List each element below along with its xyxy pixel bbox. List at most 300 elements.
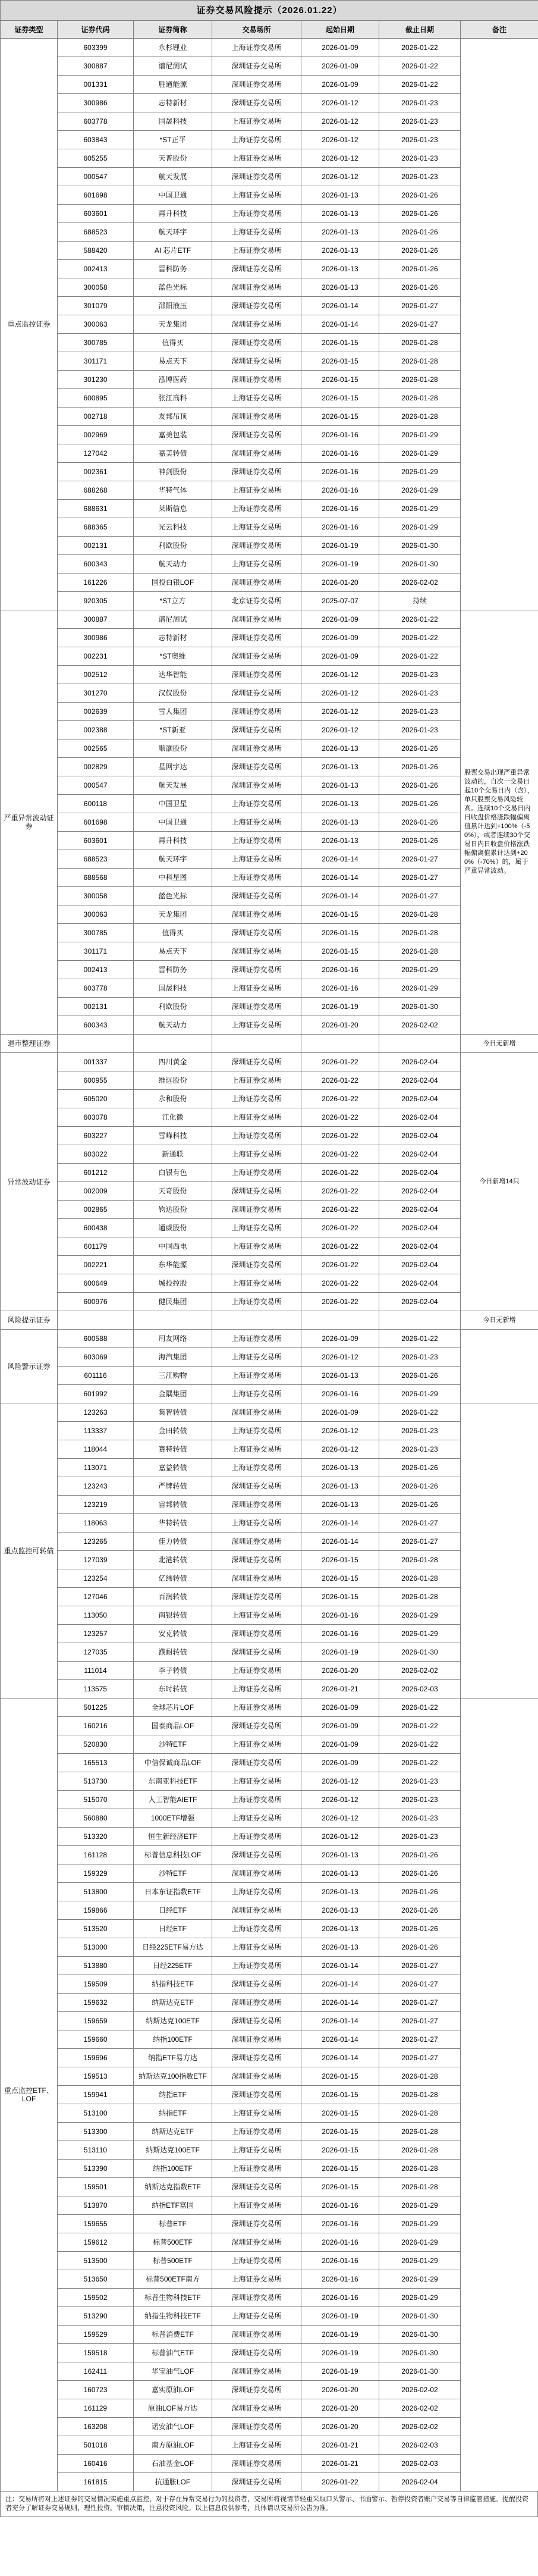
exchange-name: 深圳证券交易所 (212, 887, 301, 905)
exchange-name: 深圳证券交易所 (212, 2455, 301, 2473)
exchange-name: 上海证券交易所 (212, 869, 301, 887)
security-code: 520830 (58, 1735, 134, 1754)
start-date: 2026-01-15 (301, 1569, 379, 1588)
security-name: 日经225ETF (134, 1957, 212, 1975)
end-date: 2026-02-04 (379, 2473, 461, 2492)
exchange-name: 深圳证券交易所 (212, 76, 301, 94)
security-name: 嘉实原油LOF (134, 2381, 212, 2399)
end-date: 2026-01-23 (379, 684, 461, 703)
end-date: 2026-02-04 (379, 1145, 461, 1164)
security-name: 钧达股份 (134, 1201, 212, 1219)
end-date: 2026-01-30 (379, 2344, 461, 2362)
start-date: 2026-01-15 (301, 408, 379, 426)
exchange-name: 深圳证券交易所 (212, 2233, 301, 2252)
table-row (1, 1164, 538, 1182)
end-date: 2026-02-04 (379, 1053, 461, 1071)
table-row (1, 666, 538, 684)
security-name: 友邦吊顶 (134, 408, 212, 426)
security-name: 易点天下 (134, 352, 212, 371)
security-code: 001331 (58, 76, 134, 94)
start-date: 2026-01-22 (301, 1145, 379, 1164)
end-date: 2026-01-26 (379, 795, 461, 813)
start-date: 2026-01-09 (301, 1735, 379, 1754)
exchange-name: 上海证券交易所 (212, 555, 301, 574)
start-date: 2026-01-16 (301, 481, 379, 500)
table-row (1, 2252, 538, 2270)
security-code: 002221 (58, 1256, 134, 1274)
security-name: 纳指ETF富国 (134, 2196, 212, 2215)
table-row (1, 39, 538, 57)
start-date: 2026-01-14 (301, 1975, 379, 1994)
security-code: 600343 (58, 1016, 134, 1035)
exchange-name: 上海证券交易所 (212, 2141, 301, 2160)
section-type-label: 风险警示证券 (1, 1330, 58, 1403)
end-date: 2026-01-23 (379, 149, 461, 168)
security-code: 002413 (58, 260, 134, 278)
end-date: 2026-01-28 (379, 352, 461, 371)
end-date: 2026-01-23 (379, 131, 461, 149)
end-date: 2026-01-28 (379, 1551, 461, 1569)
security-code: 513880 (58, 1957, 134, 1975)
exchange-name: 上海证券交易所 (212, 1071, 301, 1090)
exchange-name: 深圳证券交易所 (212, 2067, 301, 2086)
security-name: *ST正平 (134, 131, 212, 149)
exchange-name: 深圳证券交易所 (212, 574, 301, 592)
security-code: 603078 (58, 1108, 134, 1127)
security-name: 中科星图 (134, 869, 212, 887)
security-name: 沙特ETF (134, 1735, 212, 1754)
exchange-name: 上海证券交易所 (212, 205, 301, 223)
security-code: 300058 (58, 887, 134, 905)
security-name: 纳斯达克指数ETF (134, 2178, 212, 2196)
security-name: 濮耐转债 (134, 1643, 212, 1662)
security-name: 南方原油LOF (134, 2436, 212, 2455)
start-date: 2026-01-15 (301, 942, 379, 961)
end-date: 2026-02-04 (379, 1219, 461, 1237)
security-code: 127035 (58, 1643, 134, 1662)
exchange-name: 上海证券交易所 (212, 1440, 301, 1459)
exchange-name: 上海证券交易所 (212, 2196, 301, 2215)
security-name: 海汽集团 (134, 1348, 212, 1367)
exchange-name: 深圳证券交易所 (212, 2399, 301, 2418)
start-date: 2026-01-22 (301, 1108, 379, 1127)
table-row (1, 924, 538, 942)
security-name: 航天动力 (134, 1016, 212, 1035)
table-row (1, 352, 538, 371)
security-name: 纳斯达克ETF (134, 1994, 212, 2012)
end-date: 2026-01-26 (379, 1920, 461, 1938)
table-row (1, 1348, 538, 1367)
exchange-name: 上海证券交易所 (212, 1330, 301, 1348)
end-date: 2026-01-27 (379, 869, 461, 887)
start-date: 2026-01-16 (301, 1625, 379, 1643)
security-name: 日经ETF (134, 1920, 212, 1938)
security-name: 天奇股份 (134, 1182, 212, 1201)
security-code: 501018 (58, 2436, 134, 2455)
start-date: 2026-01-09 (301, 610, 379, 629)
end-date: 2026-02-04 (379, 1127, 461, 1145)
end-date: 2026-01-23 (379, 94, 461, 112)
end-date: 2026-01-22 (379, 39, 461, 57)
table-row (1, 389, 538, 408)
security-name: 顺灏股份 (134, 739, 212, 758)
table-row (1, 260, 538, 278)
end-date: 2026-01-29 (379, 961, 461, 979)
security-name: 国泰商品LOF (134, 1717, 212, 1735)
exchange-name: 上海证券交易所 (212, 39, 301, 57)
exchange-name: 上海证券交易所 (212, 1385, 301, 1403)
end-date: 2026-01-28 (379, 1588, 461, 1606)
exchange-name: 上海证券交易所 (212, 242, 301, 260)
end-date: 2026-01-27 (379, 1514, 461, 1533)
security-code: 300887 (58, 57, 134, 76)
exchange-name: 深圳证券交易所 (212, 278, 301, 297)
empty-cell (301, 1311, 379, 1330)
security-name: 百润转债 (134, 1588, 212, 1606)
security-code: 601116 (58, 1367, 134, 1385)
security-code: 159509 (58, 1975, 134, 1994)
end-date: 2026-01-29 (379, 2233, 461, 2252)
security-name: *ST奥维 (134, 647, 212, 666)
exchange-name: 上海证券交易所 (212, 1883, 301, 1901)
security-code: 600649 (58, 1274, 134, 1293)
table-row (1, 1071, 538, 1090)
start-date: 2026-01-19 (301, 2326, 379, 2344)
end-date: 2026-01-29 (379, 518, 461, 537)
exchange-name: 深圳证券交易所 (212, 57, 301, 76)
start-date: 2026-01-15 (301, 371, 379, 389)
section-remark (461, 39, 538, 610)
end-date: 2026-01-27 (379, 2049, 461, 2067)
security-name: 东时转债 (134, 1680, 212, 1698)
start-date: 2026-01-13 (301, 1901, 379, 1920)
security-name: 天龙集团 (134, 905, 212, 924)
security-code: 159529 (58, 2326, 134, 2344)
security-code: 159941 (58, 2086, 134, 2104)
section-type-label: 重点监控可转债 (1, 1403, 58, 1698)
security-code: 123254 (58, 1569, 134, 1588)
exchange-name: 上海证券交易所 (212, 1606, 301, 1625)
security-code: 113575 (58, 1680, 134, 1698)
start-date: 2026-01-20 (301, 2399, 379, 2418)
security-code: 161128 (58, 1846, 134, 1864)
security-name: 亿纬转债 (134, 1569, 212, 1588)
empty-cell (134, 1035, 212, 1053)
table-row (1, 1385, 538, 1403)
exchange-name: 深圳证券交易所 (212, 703, 301, 721)
security-code: 515070 (58, 1791, 134, 1809)
table-row (1, 112, 538, 131)
exchange-name: 上海证券交易所 (212, 1348, 301, 1367)
start-date: 2026-01-22 (301, 1274, 379, 1293)
end-date: 2026-02-02 (379, 1016, 461, 1035)
security-name: 航天发展 (134, 168, 212, 186)
security-code: 603778 (58, 979, 134, 998)
table-row (1, 1459, 538, 1477)
start-date: 2026-01-16 (301, 2215, 379, 2233)
start-date: 2026-01-14 (301, 297, 379, 315)
exchange-name: 上海证券交易所 (212, 1938, 301, 1957)
security-code: 159518 (58, 2344, 134, 2362)
table-row (1, 1791, 538, 1809)
table-row (1, 1643, 538, 1662)
column-header-code: 证券代码 (58, 21, 134, 39)
security-code: 301230 (58, 371, 134, 389)
start-date: 2026-01-13 (301, 1477, 379, 1496)
security-code: 001337 (58, 1053, 134, 1071)
security-code: 513520 (58, 1920, 134, 1938)
end-date: 2026-01-29 (379, 1606, 461, 1625)
security-code: 603022 (58, 1145, 134, 1164)
security-code: 002009 (58, 1182, 134, 1201)
security-name: 雪人集团 (134, 703, 212, 721)
security-name: 安克转债 (134, 1625, 212, 1643)
start-date: 2026-01-15 (301, 2141, 379, 2160)
start-date: 2026-01-16 (301, 426, 379, 444)
security-code: 600438 (58, 1219, 134, 1237)
exchange-name: 上海证券交易所 (212, 2160, 301, 2178)
table-row (1, 1920, 538, 1938)
start-date: 2026-01-15 (301, 2160, 379, 2178)
table-row (1, 2233, 538, 2252)
end-date: 2026-01-28 (379, 905, 461, 924)
start-date: 2026-01-12 (301, 703, 379, 721)
security-code: 603069 (58, 1348, 134, 1367)
start-date: 2026-01-22 (301, 1237, 379, 1256)
end-date: 2026-01-23 (379, 703, 461, 721)
security-name: 维远股份 (134, 1071, 212, 1090)
security-name: 赛特转债 (134, 1440, 212, 1459)
security-name: 天普股份 (134, 149, 212, 168)
table-row (1, 979, 538, 998)
start-date: 2026-01-13 (301, 1846, 379, 1864)
end-date: 2026-01-23 (379, 112, 461, 131)
security-code: 002969 (58, 426, 134, 444)
table-row (1, 1477, 538, 1496)
end-date: 2026-01-26 (379, 278, 461, 297)
end-date: 2026-02-02 (379, 1662, 461, 1680)
table-row (1, 2178, 538, 2196)
table-row (1, 1975, 538, 1994)
end-date: 2026-02-04 (379, 1090, 461, 1108)
start-date: 2026-01-16 (301, 961, 379, 979)
table-row (1, 1957, 538, 1975)
security-code: 162411 (58, 2362, 134, 2381)
exchange-name: 上海证券交易所 (212, 1791, 301, 1809)
security-code: 160723 (58, 2381, 134, 2399)
security-code: 513650 (58, 2270, 134, 2289)
section-remark: 今日新增14只 (461, 1053, 538, 1311)
end-date: 2026-01-26 (379, 739, 461, 758)
start-date: 2026-01-14 (301, 1514, 379, 1533)
security-name: 航天环宇 (134, 223, 212, 242)
security-name: 蓝色光标 (134, 278, 212, 297)
security-code: 000547 (58, 776, 134, 795)
start-date: 2026-01-09 (301, 76, 379, 94)
security-name: 张江高科 (134, 389, 212, 408)
start-date: 2026-01-13 (301, 1864, 379, 1883)
exchange-name: 上海证券交易所 (212, 1772, 301, 1791)
security-name: 嘉美转债 (134, 444, 212, 463)
exchange-name: 深圳证券交易所 (212, 1846, 301, 1864)
exchange-name: 上海证券交易所 (212, 1127, 301, 1145)
exchange-name: 深圳证券交易所 (212, 408, 301, 426)
security-code: 513110 (58, 2141, 134, 2160)
security-name: 利欧股份 (134, 537, 212, 555)
security-name: 日经225ETF易方达 (134, 1938, 212, 1957)
end-date: 2026-01-28 (379, 2104, 461, 2123)
section-type-label: 异常波动证券 (1, 1053, 58, 1311)
end-date: 2026-01-29 (379, 1385, 461, 1403)
table-row (1, 1219, 538, 1237)
end-date: 2026-02-04 (379, 1274, 461, 1293)
start-date: 2026-01-09 (301, 629, 379, 647)
exchange-name: 上海证券交易所 (212, 518, 301, 537)
security-code: 002131 (58, 998, 134, 1016)
table-row (1, 832, 538, 850)
end-date: 2026-01-28 (379, 2178, 461, 2196)
end-date: 2026-02-04 (379, 1071, 461, 1090)
start-date: 2026-01-21 (301, 2455, 379, 2473)
security-name: 再升科技 (134, 832, 212, 850)
end-date: 2026-01-23 (379, 1828, 461, 1846)
security-code: 600343 (58, 555, 134, 574)
column-header-name: 证券简称 (134, 21, 212, 39)
end-date: 2026-01-23 (379, 168, 461, 186)
table-row (1, 1625, 538, 1643)
start-date: 2026-01-22 (301, 1201, 379, 1219)
end-date: 2026-02-04 (379, 1293, 461, 1311)
security-code: 118063 (58, 1514, 134, 1533)
end-date: 2026-01-22 (379, 1403, 461, 1422)
security-name: 标普信息科技LOF (134, 1846, 212, 1864)
security-name: 集智转债 (134, 1403, 212, 1422)
security-code: 300058 (58, 278, 134, 297)
security-name: 嘉益转债 (134, 1459, 212, 1477)
table-row (1, 850, 538, 869)
end-date: 2026-01-23 (379, 1809, 461, 1828)
exchange-name: 上海证券交易所 (212, 223, 301, 242)
start-date: 2026-01-19 (301, 2307, 379, 2326)
exchange-name: 上海证券交易所 (212, 1108, 301, 1127)
security-code: 688268 (58, 481, 134, 500)
security-name: 金隅集团 (134, 1385, 212, 1403)
exchange-name: 上海证券交易所 (212, 1016, 301, 1035)
security-name: 纳斯达克ETF (134, 2123, 212, 2141)
security-name: 航天动力 (134, 555, 212, 574)
security-name: 嘉美包装 (134, 426, 212, 444)
security-code: 301079 (58, 297, 134, 315)
column-header-exchange: 交易场所 (212, 21, 301, 39)
end-date: 2026-01-26 (379, 205, 461, 223)
start-date: 2026-01-16 (301, 500, 379, 518)
exchange-name: 深圳证券交易所 (212, 94, 301, 112)
end-date: 2026-02-04 (379, 1182, 461, 1201)
security-code: 123243 (58, 1477, 134, 1496)
start-date: 2026-01-13 (301, 278, 379, 297)
end-date: 2026-01-27 (379, 2030, 461, 2049)
exchange-name: 深圳证券交易所 (212, 2473, 301, 2492)
table-row (1, 278, 538, 297)
exchange-name: 上海证券交易所 (212, 1367, 301, 1385)
security-code: 301270 (58, 684, 134, 703)
start-date: 2025-07-07 (301, 592, 379, 610)
security-name: 日经ETF (134, 1901, 212, 1920)
security-name: 雪峰科技 (134, 1127, 212, 1145)
security-code: 920305 (58, 592, 134, 610)
security-code: 513390 (58, 2160, 134, 2178)
start-date: 2026-01-13 (301, 242, 379, 260)
security-name: 雷科防务 (134, 961, 212, 979)
table-row (1, 1662, 538, 1680)
security-code: 159612 (58, 2233, 134, 2252)
exchange-name: 深圳证券交易所 (212, 1182, 301, 1201)
security-code: 123257 (58, 1625, 134, 1643)
security-code: 601698 (58, 186, 134, 205)
table-row (1, 1330, 538, 1348)
end-date: 2026-01-27 (379, 315, 461, 334)
end-date: 2026-01-28 (379, 2160, 461, 2178)
table-row (1, 371, 538, 389)
table-row (1, 2141, 538, 2160)
exchange-name: 深圳证券交易所 (212, 1901, 301, 1920)
security-code: 513500 (58, 2252, 134, 2270)
end-date: 2026-01-26 (379, 1864, 461, 1883)
security-name: 新通联 (134, 1145, 212, 1164)
table-row (1, 1053, 538, 1071)
security-name: *ST立方 (134, 592, 212, 610)
table-row (1, 1938, 538, 1957)
security-name: 城投控股 (134, 1274, 212, 1293)
exchange-name: 上海证券交易所 (212, 979, 301, 998)
security-code: 002131 (58, 537, 134, 555)
security-name: 北港转债 (134, 1551, 212, 1569)
security-code: 161815 (58, 2473, 134, 2492)
start-date: 2026-01-15 (301, 2123, 379, 2141)
exchange-name: 深圳证券交易所 (212, 1569, 301, 1588)
start-date: 2026-01-15 (301, 389, 379, 408)
table-row (1, 610, 538, 629)
exchange-name: 深圳证券交易所 (212, 537, 301, 555)
start-date: 2026-01-22 (301, 1293, 379, 1311)
start-date: 2026-01-14 (301, 2049, 379, 2067)
security-code: 688523 (58, 223, 134, 242)
security-code: 603778 (58, 112, 134, 131)
security-code: 165513 (58, 1754, 134, 1772)
table-row (1, 1809, 538, 1828)
section-remark (461, 1698, 538, 2492)
end-date: 2026-02-04 (379, 1237, 461, 1256)
security-name: 全球芯片LOF (134, 1698, 212, 1717)
end-date: 2026-01-27 (379, 1975, 461, 1994)
start-date: 2026-01-09 (301, 647, 379, 666)
security-code: 002231 (58, 647, 134, 666)
empty-cell (58, 1311, 134, 1330)
header-row (1, 21, 538, 39)
start-date: 2026-01-09 (301, 1698, 379, 1717)
security-code: 160416 (58, 2455, 134, 2473)
table-row (1, 795, 538, 813)
security-name: 宙邦转债 (134, 1496, 212, 1514)
start-date: 2026-01-14 (301, 1957, 379, 1975)
end-date: 2026-02-04 (379, 1256, 461, 1274)
end-date: 2026-01-27 (379, 297, 461, 315)
table-row (1, 1680, 538, 1698)
security-name: 中国卫通 (134, 186, 212, 205)
security-code: 560880 (58, 1809, 134, 1828)
table-row (1, 500, 538, 518)
exchange-name: 上海证券交易所 (212, 2104, 301, 2123)
